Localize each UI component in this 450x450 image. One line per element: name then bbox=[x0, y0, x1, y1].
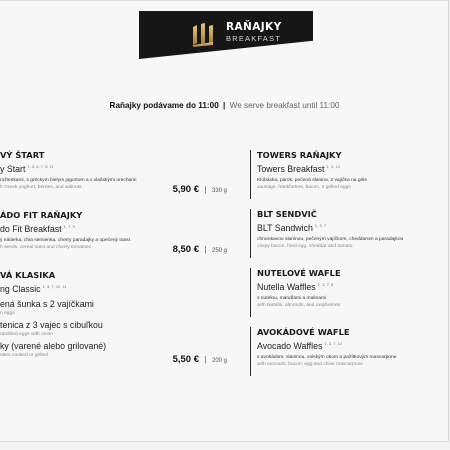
item-name-sk: NUTELOVÉ WAFLE bbox=[257, 268, 341, 278]
item-name-sk: BLT SENDVIČ bbox=[257, 209, 317, 219]
price-amount: 5,50 € bbox=[172, 354, 199, 365]
menu-item-avokado-fit bbox=[0, 210, 240, 260]
option-note: rambled eggs with onion bbox=[0, 331, 54, 337]
item-price: 8,50 € | 250 g bbox=[172, 244, 227, 255]
item-description-en: h Greek yoghurt, berries, and walnuts bbox=[0, 184, 82, 190]
item-name-sk: TOWERS RAŇAJKY bbox=[257, 150, 342, 160]
portion-weight: 250 g bbox=[211, 248, 227, 254]
brand-name: RAŇAJKY bbox=[226, 21, 282, 33]
item-description-sk: s avokádom, slaninou, volským okom a pažítkovým mascarpone bbox=[257, 354, 397, 360]
serving-hours bbox=[0, 101, 449, 110]
menu-item-nutelove-wafle bbox=[250, 268, 449, 317]
allergen-codes: 1, 3, 7, 8 bbox=[317, 282, 334, 287]
item-name-en: BLT Sandwich $^{1, 3, 7}$ bbox=[257, 222, 327, 233]
item-name-en: do Fit Breakfast $^{1, 7, 9}$ bbox=[0, 223, 75, 234]
allergen-codes: 1, 3, 7, 10, 11 bbox=[42, 284, 67, 289]
item-description-en: sausage, frankfurters, bacon, 2 grilled eggs bbox=[257, 184, 351, 190]
item-description-sk: rožienkami, s gréckym bielym jogurtom a s vlašskými orechami bbox=[0, 177, 137, 183]
menu-item-towers-ranajky bbox=[250, 150, 449, 199]
item-description-en: with Nutella, almonds, and raspberries bbox=[257, 302, 341, 308]
option-line: ená šunka s 2 vajíčkami bbox=[0, 298, 94, 309]
towers-w-logo-icon bbox=[192, 23, 214, 47]
item-price: 5,90 € | 330 g bbox=[172, 184, 227, 195]
top-divider bbox=[0, 0, 449, 1]
item-name-en: Towers Breakfast $^{1, 3, 10}$ bbox=[257, 163, 340, 174]
item-name-en: Nutella Waffles $^{1, 3, 7, 8}$ bbox=[257, 281, 334, 292]
item-name-sk: VÝ ŠTART bbox=[0, 150, 45, 160]
allergen-codes: 1, 3, 7, 12 bbox=[324, 341, 343, 346]
menu-item-zdravy-start bbox=[0, 150, 240, 200]
item-description-sk: s nutelou, mandľami a malinami bbox=[257, 295, 327, 301]
option-note: sters cooked or grilled bbox=[0, 352, 48, 358]
item-description-sk: chrumkavou slaninou, pečeným vajíčkom, cheddarom a paradajkou bbox=[257, 236, 404, 242]
menu-item-klasika bbox=[0, 270, 240, 365]
option-note: n eggs bbox=[0, 310, 15, 316]
item-name-sk: ÁDO FIT RAŇAJKY bbox=[0, 210, 83, 220]
item-description-en: with avocado, bacon, egg and chive mascarpone bbox=[257, 361, 364, 367]
item-description-sk: ý nátierka, chia semienka, cherry paradajky a opečený toast bbox=[0, 237, 130, 243]
portion-weight: 200 g bbox=[211, 358, 227, 364]
item-name-en: ng Classic $^{1, 3, 7, 10, 11}$ bbox=[0, 283, 67, 294]
allergen-codes: 1, 7, 9 bbox=[63, 224, 75, 229]
brand-block bbox=[226, 22, 282, 42]
price-amount: 8,50 € bbox=[172, 244, 199, 255]
allergen-codes: 1, 3, 10 bbox=[326, 164, 340, 169]
brand-subtitle: BREAKFAST bbox=[226, 33, 281, 43]
item-name-en: y Start $^{1, 3, 6, 7, 8, 11}$ bbox=[0, 163, 54, 174]
allergen-codes: 1, 3, 7 bbox=[314, 223, 327, 228]
item-name-sk: AVOKÁDOVÉ WAFLE bbox=[257, 327, 350, 337]
item-description-en: crispy bacon, fried egg, cheddar and tomato bbox=[257, 243, 353, 249]
price-amount: 5,90 € bbox=[172, 184, 199, 195]
right-menu-column bbox=[250, 150, 449, 386]
option-line: ky (varené alebo grilované) bbox=[0, 340, 107, 351]
item-name-en: Avocado Waffles $^{1, 3, 7, 12}$ bbox=[257, 340, 343, 351]
menu-item-avokadove-wafle bbox=[250, 327, 449, 376]
serving-hours-separator: | bbox=[223, 101, 226, 110]
serving-hours-en: We serve breakfast until 11:00 bbox=[229, 101, 340, 110]
serving-hours-sk: Raňajky podávame do 11:00 bbox=[109, 101, 219, 110]
menu-item-blt-sendvic bbox=[250, 209, 449, 258]
portion-weight: 330 g bbox=[211, 188, 227, 194]
item-price: 5,50 € | 200 g bbox=[172, 354, 227, 365]
item-name-sk: VÁ KLASIKA bbox=[0, 270, 56, 280]
left-menu-column bbox=[0, 150, 240, 370]
item-description-sk: Klobáska, párok, pečená slanina, 2 vajíčka na grile bbox=[257, 177, 368, 183]
allergen-codes: 1, 3, 6, 7, 8, 11 bbox=[27, 164, 54, 169]
option-line: tenica z 3 vajec s cibuľkou bbox=[0, 319, 103, 330]
item-description-en: h seeds, cereal toast and cherry tomatoes bbox=[0, 244, 92, 250]
